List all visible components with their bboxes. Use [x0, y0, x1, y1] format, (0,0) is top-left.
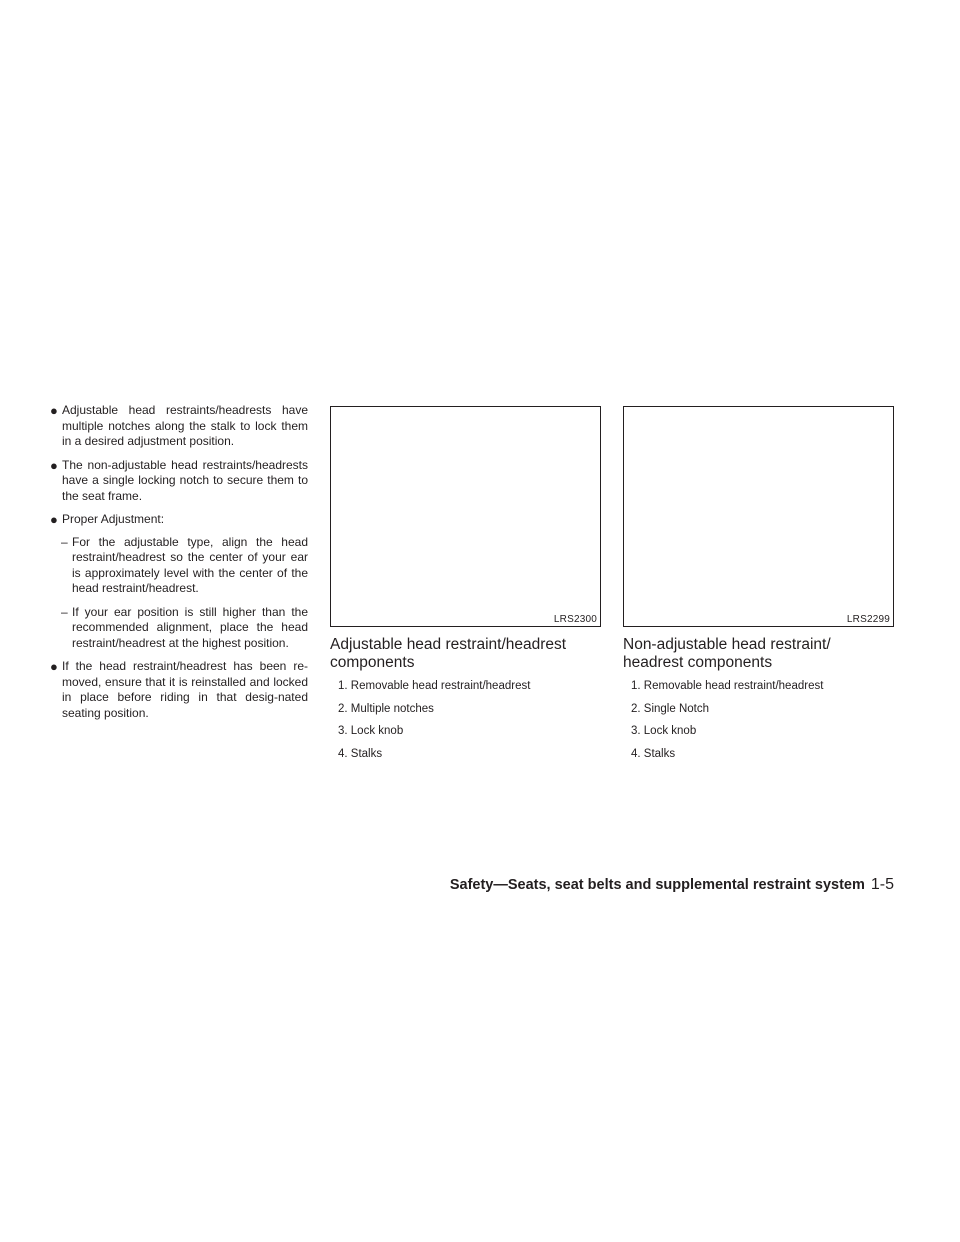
sub-item [50, 535, 308, 597]
figure-adjustable [330, 406, 601, 627]
figure-non-adjustable [623, 406, 894, 627]
page-footer [450, 875, 894, 895]
legend-item: 4. Stalks [631, 747, 676, 760]
bullet-item [50, 458, 308, 505]
bullet-icon: ● [50, 457, 58, 473]
page-number: 1-5 [870, 876, 894, 893]
sub-item-text: For the adjustable type, align the head restraint/headrest so the center of your ear is approximately level with the center of the head restraint/headrest. [72, 534, 308, 595]
sub-item-text: If your ear position is still higher than the recommended alignment, place the head restraint/headrest at the highest position. [72, 604, 308, 650]
bullet-text: Adjustable head restraints/headrests have multiple notches along the stalk to lock them in a desired adjustment position. [62, 403, 308, 448]
sub-item [50, 605, 308, 652]
figure-legend [330, 679, 530, 769]
figure-legend [623, 679, 823, 769]
bullet-icon: ● [50, 403, 58, 418]
legend-item: 2. Multiple notches [338, 702, 434, 715]
legend-item: 3. Lock knob [338, 725, 404, 737]
figure-id: LRS2299 [846, 614, 890, 625]
figure-title: Adjustable head restraint/headrest components [330, 636, 567, 671]
legend-item: 2. Single Notch [631, 702, 709, 715]
legend-item: 4. Stalks [338, 747, 383, 760]
footer-section-title: Safety—Seats, seat belts and supplemental restraint system [449, 877, 865, 893]
bullet-text: Proper Adjustment: [62, 512, 165, 526]
legend-item: 3. Lock knob [631, 725, 697, 737]
bullet-text: The non-adjustable head restraints/headrests have a single locking notch to secure them to the seat frame. [62, 457, 308, 503]
figure-id: LRS2300 [553, 614, 597, 625]
figure-title: Non-adjustable head restraint/ headrest components [623, 636, 831, 671]
left-column [50, 403, 308, 729]
bullet-item [50, 659, 308, 721]
bullet-item [50, 512, 308, 528]
bullet-item [50, 403, 308, 450]
legend-item: 1. Removable head restraint/headrest [631, 680, 824, 692]
bullet-icon: ● [50, 512, 58, 527]
legend-item: 1. Removable head restraint/headrest [338, 680, 531, 692]
bullet-icon: ● [50, 659, 58, 674]
bullet-text: If the head restraint/headrest has been re-moved, ensure that it is reinstalled and locked in place before riding in that desig-nated seating position. [62, 659, 308, 720]
dash-icon: – [61, 534, 68, 549]
dash-icon: – [61, 604, 68, 619]
